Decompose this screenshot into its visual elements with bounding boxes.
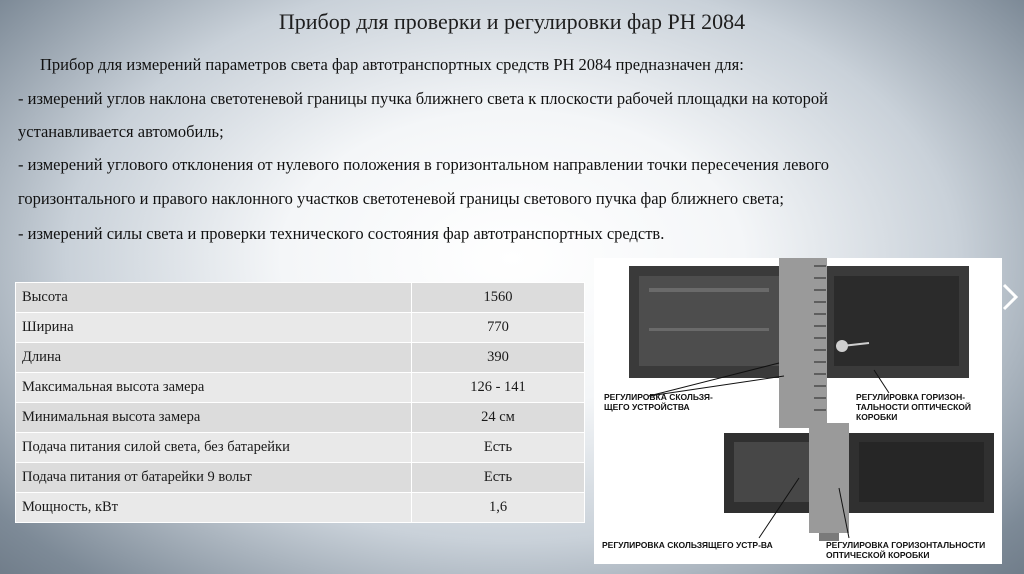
spec-value: 1560 (412, 283, 585, 313)
table-row (16, 403, 585, 433)
bullet-3-line-1: - измерений силы света и проверки технического состояния фар автотранспортных средств. (18, 224, 665, 243)
table-row (16, 433, 585, 463)
table-row (16, 343, 585, 373)
photo-label: РЕГУЛИРОВКА ГОРИЗОН- (856, 392, 966, 402)
top-scale-column (779, 258, 827, 428)
table-row (16, 463, 585, 493)
spec-value: Есть (412, 433, 585, 463)
table-row (16, 283, 585, 313)
spec-value: Есть (412, 463, 585, 493)
bullet-1-line-2: устанавливается автомобиль; (18, 122, 224, 141)
photo-label: КОРОБКИ (856, 412, 898, 422)
table-row (16, 373, 585, 403)
spec-value: 24 см (412, 403, 585, 433)
spec-label: Длина (16, 343, 412, 373)
intro-text: Прибор для измерений параметров света фар автотранспортных средств РН 2084 предназначен для: (40, 55, 744, 74)
spec-value: 126 - 141 (412, 373, 585, 403)
bullet-2-line-2: горизонтального и правого наклонного участков светотеневой границы светового пучка фар ближнего света; (18, 189, 784, 208)
photo-label: РЕГУЛИРОВКА СКОЛЬЗЯ- (604, 392, 713, 402)
table-row (16, 493, 585, 523)
spec-label: Максимальная высота замера (16, 373, 412, 403)
table-row (16, 313, 585, 343)
spec-label: Мощность, кВт (16, 493, 412, 523)
device-illustration (594, 258, 1002, 564)
spec-label: Высота (16, 283, 412, 313)
spec-label: Ширина (16, 313, 412, 343)
bullet-2-line-1: - измерений углового отклонения от нулевого положения в горизонтальном направлении точки пересечения левого (18, 155, 829, 174)
spec-label: Минимальная высота замера (16, 403, 412, 433)
chevron-right-icon[interactable] (1000, 282, 1020, 312)
photo-label: РЕГУЛИРОВКА СКОЛЬЗЯЩЕГО УСТР-ВА (602, 540, 773, 550)
spec-value: 390 (412, 343, 585, 373)
bullet-1-line-1: - измерений углов наклона светотеневой границы пучка ближнего света к плоскости рабочей площадки на которой (18, 89, 828, 108)
spec-value: 1,6 (412, 493, 585, 523)
spec-table (15, 282, 585, 523)
photo-label: ЩЕГО УСТРОЙСТВА (604, 402, 690, 412)
bottom-scale-column (809, 423, 849, 533)
photo-label: РЕГУЛИРОВКА ГОРИЗОНТАЛЬНОСТИ (826, 540, 986, 550)
slide-title: Прибор для проверки и регулировки фар РН 2084 (278, 9, 746, 34)
photo-label: ТАЛЬНОСТИ ОПТИЧЕСКОЙ (856, 402, 972, 412)
photo-label: ОПТИЧЕСКОЙ КОРОБКИ (826, 550, 930, 560)
device-photo (594, 258, 1002, 564)
spec-label: Подача питания от батарейки 9 вольт (16, 463, 412, 493)
spec-value: 770 (412, 313, 585, 343)
spec-label: Подача питания силой света, без батарейки (16, 433, 412, 463)
